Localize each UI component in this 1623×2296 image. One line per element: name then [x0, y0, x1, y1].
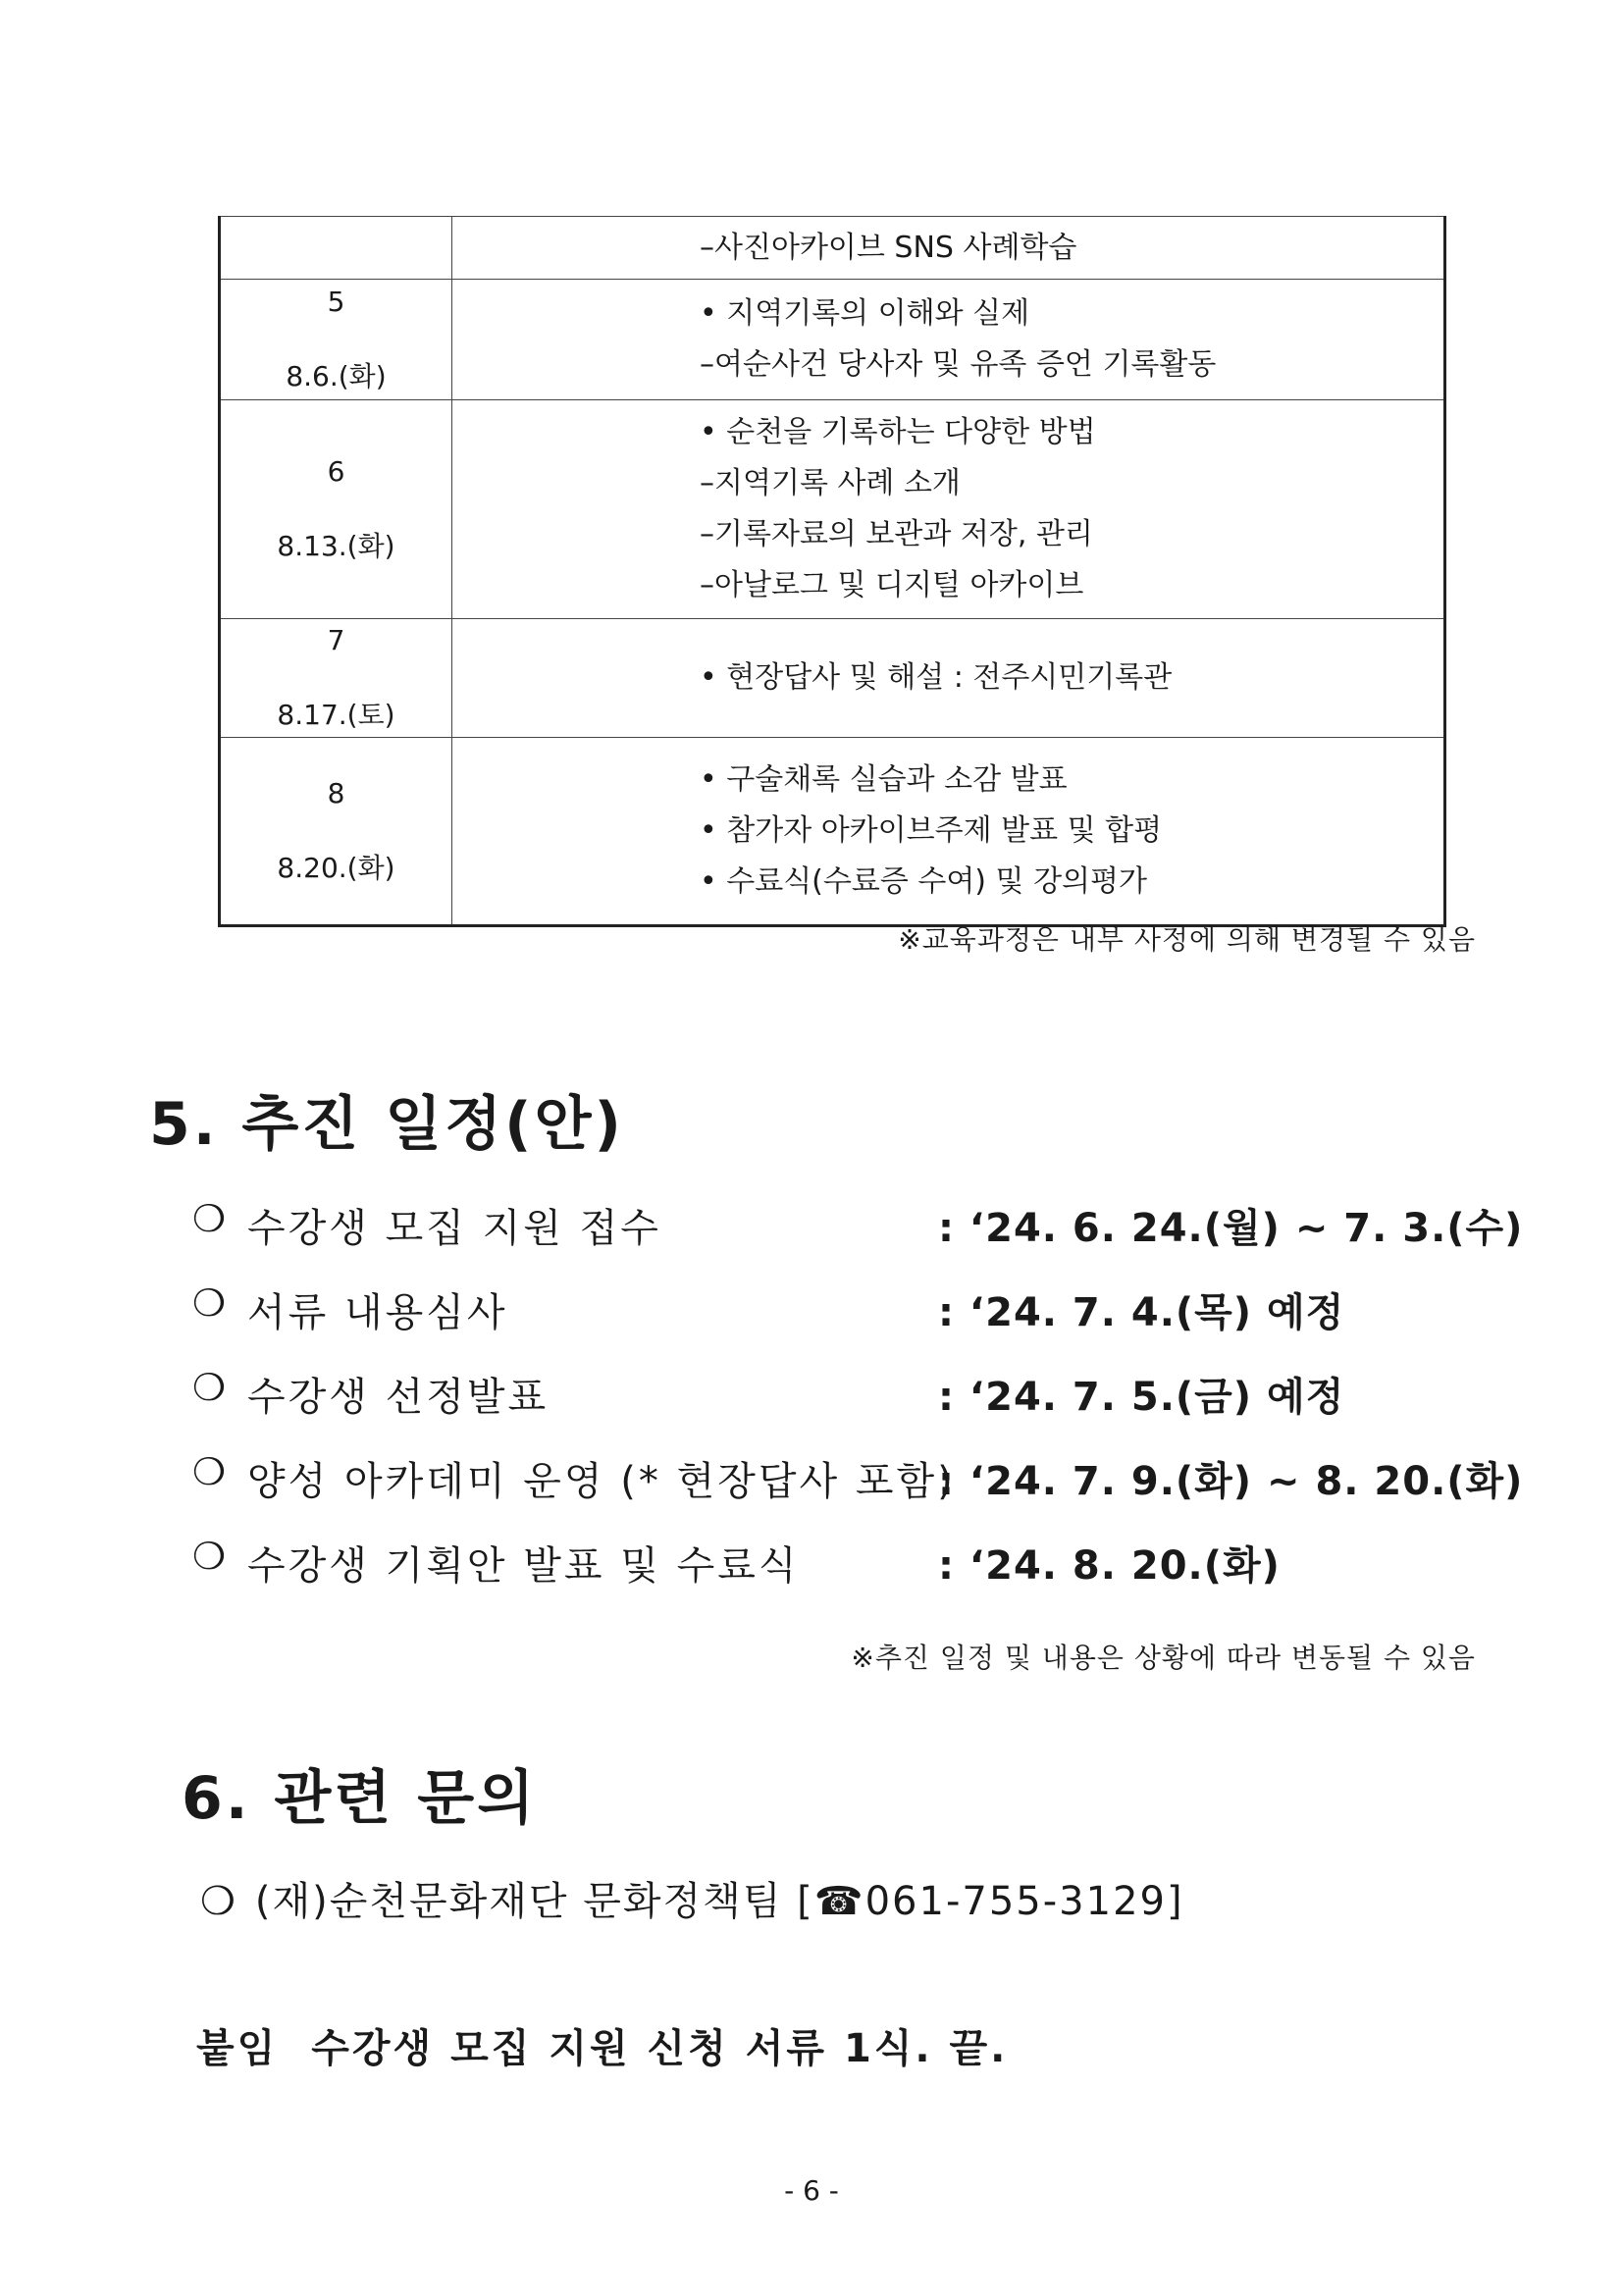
- content-line: • 지역기록의 이해와 실제: [700, 296, 1030, 331]
- content-cell: [452, 619, 1445, 738]
- schedule-item: [192, 1281, 1488, 1366]
- section-6-title: 6. 관련 문의: [182, 1764, 538, 1833]
- schedule-date: : ‘24. 8. 20.(화): [938, 1543, 1281, 1589]
- schedule-label: 수강생 기획안 발표 및 수료식: [247, 1543, 800, 1589]
- session-cell: [220, 619, 452, 738]
- table-row: [220, 619, 1445, 738]
- session-date: 8.17.(토): [277, 698, 395, 731]
- content-line: • 현장답사 및 해설 : 전주시민기록관: [700, 660, 1173, 695]
- schedule-note: ※추진 일정 및 내용은 상황에 따라 변동될 수 있음: [851, 1642, 1476, 1674]
- schedule-list: [192, 1197, 1524, 1619]
- circle-bullet-icon: ❍: [192, 1535, 227, 1578]
- content-cell: [452, 280, 1445, 400]
- content-line: • 참가자 아카이브주제 발표 및 합평: [700, 813, 1163, 848]
- schedule-label: 서류 내용심사: [247, 1290, 508, 1335]
- page-number: - 6 -: [784, 2174, 839, 2207]
- schedule-date: : ‘24. 7. 9.(화) ~ 8. 20.(화): [938, 1459, 1524, 1504]
- session-cell: [220, 400, 452, 619]
- session-cell: [220, 217, 452, 280]
- content-line: • 구술채록 실습과 소감 발표: [700, 762, 1068, 797]
- attachment-line: [196, 2017, 1008, 2073]
- schedule-item: [192, 1450, 1524, 1535]
- session-date: 8.20.(화): [277, 851, 395, 884]
- content-line: –지역기록 사례 소개: [700, 466, 961, 500]
- curriculum-table: [218, 216, 1446, 927]
- session-date: 8.6.(화): [286, 359, 387, 392]
- contact-text: (재)순천문화재단 문화정책팀 [☎061-755-3129]: [254, 1879, 1184, 1924]
- content-cell: [452, 217, 1445, 280]
- content-line: –사진아카이브 SNS 사례학습: [700, 230, 1077, 265]
- schedule-label: 수강생 모집 지원 접수: [247, 1206, 661, 1251]
- circle-bullet-icon: ❍: [192, 1197, 227, 1240]
- table-row: [220, 738, 1445, 926]
- session-number: 7: [327, 623, 345, 656]
- circle-bullet-icon: ❍: [192, 1366, 227, 1409]
- attachment-text: 수강생 모집 지원 신청 서류 1식. 끝.: [311, 2026, 1009, 2071]
- content-cell: [452, 738, 1445, 926]
- schedule-item: [192, 1366, 1488, 1450]
- session-cell: [220, 738, 452, 926]
- schedule-label: 수강생 선정발표: [247, 1375, 550, 1420]
- content-line: –여순사건 당사자 및 유족 증언 기록활동: [700, 347, 1217, 382]
- circle-bullet-icon: ❍: [200, 1879, 237, 1924]
- session-number: 8: [327, 776, 345, 809]
- schedule-date: : ‘24. 7. 4.(목) 예정: [938, 1290, 1345, 1335]
- attachment-label: 붙임: [196, 2026, 279, 2071]
- circle-bullet-icon: ❍: [192, 1281, 227, 1325]
- session-cell: [220, 280, 452, 400]
- circle-bullet-icon: ❍: [192, 1450, 227, 1493]
- table-row: [220, 400, 1445, 619]
- content-line: –기록자료의 보관과 저장, 관리: [700, 517, 1093, 551]
- content-cell: [452, 400, 1445, 619]
- table-row: [220, 217, 1445, 280]
- session-date: 8.13.(화): [277, 529, 395, 562]
- schedule-item: [192, 1197, 1524, 1281]
- session-number: 6: [327, 454, 345, 488]
- session-number: 5: [327, 285, 345, 318]
- content-line: –아날로그 및 디지털 아카이브: [700, 568, 1084, 602]
- schedule-date: : ‘24. 6. 24.(월) ~ 7. 3.(수): [938, 1206, 1524, 1251]
- content-line: • 수료식(수료증 수여) 및 강의평가: [700, 864, 1147, 899]
- section-5-title: 5. 추진 일정(안): [149, 1090, 624, 1159]
- curriculum-note: ※교육과정은 내부 사정에 의해 변경될 수 있음: [898, 923, 1476, 956]
- schedule-item: [192, 1535, 1488, 1619]
- table-row: [220, 280, 1445, 400]
- content-line: • 순천을 기록하는 다양한 방법: [700, 415, 1096, 449]
- contact-line: [200, 1870, 1184, 1926]
- schedule-date: : ‘24. 7. 5.(금) 예정: [938, 1375, 1345, 1420]
- schedule-label: 양성 아카데미 운영 (* 현장답사 포함): [247, 1459, 956, 1504]
